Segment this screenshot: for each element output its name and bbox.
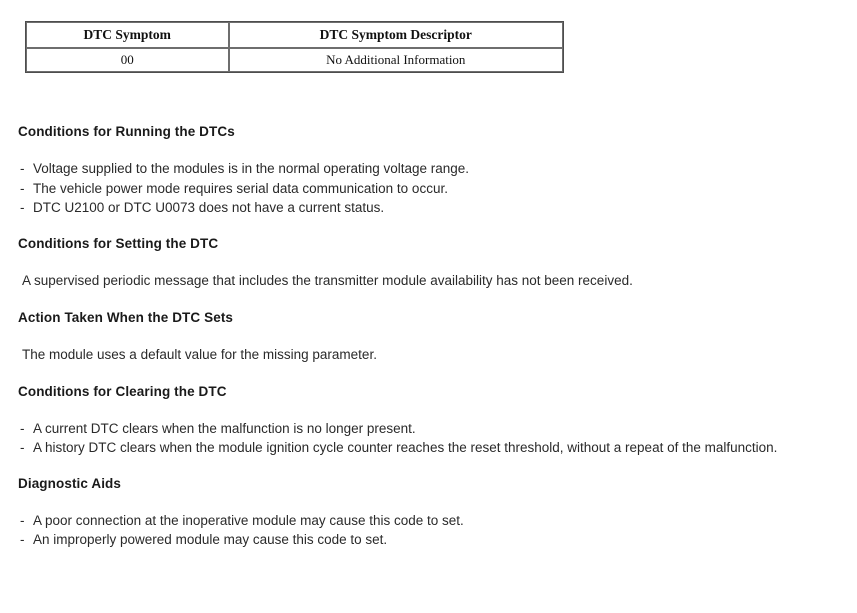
table-row <box>26 48 563 72</box>
list-item-text: The vehicle power mode requires serial data communication to occur. <box>33 180 448 196</box>
list-item-text: A poor connection at the inoperative module may cause this code to set. <box>33 512 464 528</box>
list-item-text: A current DTC clears when the malfunction is no longer present. <box>33 420 416 436</box>
document-body <box>18 124 838 550</box>
list-item <box>18 159 838 179</box>
bullet-marker-icon: - <box>20 512 25 528</box>
bullet-marker-icon: - <box>20 200 25 215</box>
section-heading: Conditions for Setting the DTC <box>18 235 219 251</box>
bullet-list <box>18 511 838 550</box>
list-item <box>18 179 838 199</box>
list-item <box>18 198 838 218</box>
list-item <box>18 419 838 439</box>
section-paragraph: The module uses a default value for the missing parameter. <box>22 346 377 362</box>
column-header-dtc-symptom-descriptor: DTC Symptom Descriptor <box>229 22 564 48</box>
list-item-text: DTC U2100 or DTC U0073 does not have a current status. <box>33 200 385 215</box>
list-item-text: Voltage supplied to the modules is in the normal operating voltage range. <box>33 161 470 176</box>
bullet-marker-icon: - <box>20 161 25 176</box>
table-header-row <box>26 22 563 48</box>
dtc-symptom-table-container <box>25 21 564 73</box>
cell-dtc-symptom-descriptor: No Additional Information <box>229 48 564 72</box>
section-conditions-for-setting-the-dtc <box>18 236 838 291</box>
bullet-marker-icon: - <box>20 440 25 455</box>
list-item-text: An improperly powered module may cause this code to set. <box>33 532 388 547</box>
section-heading: Conditions for Clearing the DTC <box>18 383 227 399</box>
list-item <box>18 530 838 550</box>
bullet-marker-icon: - <box>20 532 25 547</box>
bullet-list <box>18 419 838 458</box>
section-heading: Diagnostic Aids <box>18 475 122 491</box>
bullet-marker-icon: - <box>20 420 25 436</box>
section-action-taken-when-the-dtc-sets <box>18 310 838 365</box>
list-item <box>18 511 838 531</box>
section-heading: Action Taken When the DTC Sets <box>18 309 234 325</box>
section-diagnostic-aids <box>18 476 838 550</box>
section-heading: Conditions for Running the DTCs <box>18 124 235 139</box>
section-conditions-for-clearing-the-dtc <box>18 384 838 458</box>
section-paragraph: A supervised periodic message that includes the transmitter module availability has not been received. <box>22 272 633 288</box>
cell-dtc-symptom-code: 00 <box>26 48 229 72</box>
dtc-symptom-table <box>25 21 564 73</box>
bullet-marker-icon: - <box>20 180 25 196</box>
list-item <box>18 438 838 458</box>
column-header-dtc-symptom: DTC Symptom <box>26 22 229 48</box>
section-conditions-for-running-the-dtcs <box>18 124 838 218</box>
bullet-list <box>18 159 838 218</box>
list-item-text: A history DTC clears when the module ignition cycle counter reaches the reset threshold, without a repeat of the malfunction. <box>33 440 778 455</box>
